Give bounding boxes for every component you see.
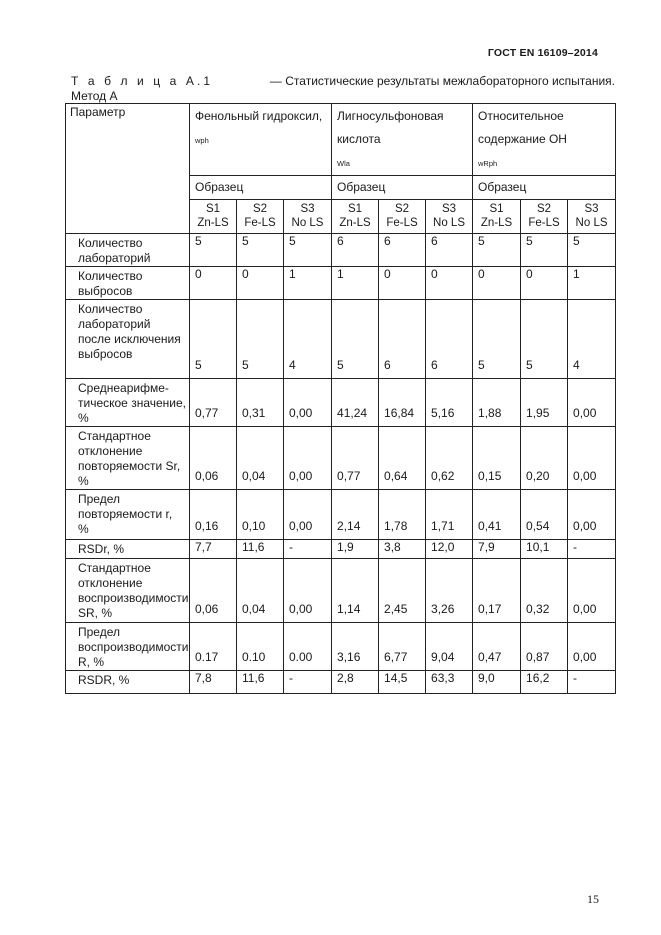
sample-type: No LS <box>433 217 465 229</box>
value-cell: 3,26 <box>426 559 473 623</box>
param-header: Параметр <box>66 104 190 234</box>
sample-type: Fe-LS <box>528 217 560 229</box>
sample-type: No LS <box>575 217 608 229</box>
value-cell: 0,41 <box>473 490 521 540</box>
value-cell: 0 <box>521 267 568 300</box>
value-cell: 0.00 <box>284 623 332 671</box>
value-cell: 2,8 <box>332 671 379 694</box>
sample-id: S1 <box>489 203 504 215</box>
value-cell: 0,06 <box>190 427 237 490</box>
sample-header <box>190 200 237 234</box>
value-cell: 10,1 <box>521 540 568 559</box>
value-cell: 7,9 <box>473 540 521 559</box>
value-cell: 12,0 <box>426 540 473 559</box>
row-label: Стандартное отклонение повторяемости Sr, % <box>66 427 190 490</box>
sample-type: Zn-LS <box>339 217 371 229</box>
table-row <box>66 540 616 559</box>
value-cell: 4 <box>568 300 616 379</box>
table-row <box>66 671 616 694</box>
table-row <box>66 427 616 490</box>
sample-id: S3 <box>300 203 315 215</box>
value-cell: 0 <box>237 267 284 300</box>
caption-text: — Статистические результаты межлабораторного испытания. <box>269 74 615 88</box>
row-label: Предел повторяемости r, % <box>66 490 190 540</box>
sample-header <box>426 200 473 234</box>
value-cell: 7,8 <box>190 671 237 694</box>
row-label: Количество выбросов <box>66 267 190 300</box>
value-cell: 7,7 <box>190 540 237 559</box>
caption-method: Метод А <box>71 89 118 103</box>
value-cell: 1 <box>284 267 332 300</box>
value-cell: 0,15 <box>473 427 521 490</box>
value-cell: 0.10 <box>237 623 284 671</box>
sample-id: S3 <box>441 203 457 215</box>
sample-label: Образец <box>332 176 473 200</box>
value-cell: 5 <box>237 300 284 379</box>
value-cell: 0,77 <box>190 379 237 427</box>
sample-type: Fe-LS <box>244 217 276 229</box>
table-row <box>66 490 616 540</box>
sample-header <box>473 200 521 234</box>
sample-id: S1 <box>205 203 221 215</box>
sample-type: Zn-LS <box>197 217 229 229</box>
group-header-relative-oh <box>473 104 616 176</box>
value-cell: 0,20 <box>521 427 568 490</box>
sample-id: S3 <box>584 203 599 215</box>
caption-prefix: Т а б л и ц а А.1 <box>71 74 214 88</box>
sample-id: S2 <box>252 203 268 215</box>
value-cell: 0,54 <box>521 490 568 540</box>
value-cell: 0,64 <box>379 427 426 490</box>
row-label: Предел воспроизводимости R, % <box>66 623 190 671</box>
sample-id: S2 <box>394 203 410 215</box>
value-cell: 5 <box>568 234 616 267</box>
group-symbol: Wla <box>337 159 350 168</box>
value-cell: 3,8 <box>379 540 426 559</box>
value-cell: 1,71 <box>426 490 473 540</box>
value-cell: 0,00 <box>568 490 616 540</box>
value-cell: 0,16 <box>190 490 237 540</box>
value-cell: 9,04 <box>426 623 473 671</box>
value-cell: 5 <box>332 300 379 379</box>
value-cell: - <box>284 671 332 694</box>
sample-header <box>284 200 332 234</box>
sample-id: S2 <box>536 203 552 215</box>
table-row <box>66 379 616 427</box>
value-cell: 0,87 <box>521 623 568 671</box>
value-cell: - <box>284 540 332 559</box>
table-row <box>66 623 616 671</box>
value-cell: 0,00 <box>568 559 616 623</box>
value-cell: 1 <box>332 267 379 300</box>
value-cell: 11,6 <box>237 540 284 559</box>
value-cell: 5 <box>473 234 521 267</box>
value-cell: 5 <box>190 234 237 267</box>
group-symbol: wRph <box>478 159 498 168</box>
sample-header <box>237 200 284 234</box>
value-cell: - <box>568 671 616 694</box>
value-cell: 0,00 <box>284 490 332 540</box>
sample-header <box>379 200 426 234</box>
value-cell: 0 <box>426 267 473 300</box>
value-cell: 5 <box>521 234 568 267</box>
group-name: Фенольный гидроксил, <box>195 109 323 123</box>
value-cell: 0,00 <box>284 427 332 490</box>
value-cell: 5 <box>237 234 284 267</box>
value-cell: 0,06 <box>190 559 237 623</box>
row-label: RSDr, % <box>66 540 190 559</box>
value-cell: 6,77 <box>379 623 426 671</box>
value-cell: 0,04 <box>237 559 284 623</box>
value-cell: 63,3 <box>426 671 473 694</box>
value-cell: - <box>568 540 616 559</box>
table-row <box>66 300 616 379</box>
sample-header <box>332 200 379 234</box>
value-cell: 6 <box>426 234 473 267</box>
value-cell: 0,32 <box>521 559 568 623</box>
table-row <box>66 234 616 267</box>
value-cell: 0,31 <box>237 379 284 427</box>
group-name: Лигносульфоновая кислота <box>337 109 444 146</box>
value-cell: 11,6 <box>237 671 284 694</box>
value-cell: 0,62 <box>426 427 473 490</box>
value-cell: 6 <box>379 300 426 379</box>
value-cell: 0,00 <box>284 559 332 623</box>
row-label: RSDR, % <box>66 671 190 694</box>
value-cell: 3,16 <box>332 623 379 671</box>
value-cell: 16,84 <box>379 379 426 427</box>
statistics-table <box>65 103 616 694</box>
group-symbol: wph <box>195 136 209 145</box>
row-label: Стандартное отклонение воспроизводимости SR, % <box>66 559 190 623</box>
value-cell: 5 <box>473 300 521 379</box>
value-cell: 14,5 <box>379 671 426 694</box>
sample-header <box>521 200 568 234</box>
value-cell: 1,88 <box>473 379 521 427</box>
value-cell: 2,45 <box>379 559 426 623</box>
group-name: Относительное содержание ОН <box>478 109 567 146</box>
value-cell: 1,95 <box>521 379 568 427</box>
value-cell: 0 <box>473 267 521 300</box>
group-header-phenolic <box>190 104 332 176</box>
value-cell: 6 <box>332 234 379 267</box>
sample-type: No LS <box>291 217 324 229</box>
sample-id: S1 <box>347 203 363 215</box>
value-cell: 0,04 <box>237 427 284 490</box>
value-cell: 0,17 <box>473 559 521 623</box>
value-cell: 1,78 <box>379 490 426 540</box>
value-cell: 1,9 <box>332 540 379 559</box>
value-cell: 6 <box>379 234 426 267</box>
value-cell: 1,14 <box>332 559 379 623</box>
value-cell: 5 <box>521 300 568 379</box>
value-cell: 4 <box>284 300 332 379</box>
value-cell: 2,14 <box>332 490 379 540</box>
value-cell: 0,47 <box>473 623 521 671</box>
value-cell: 0.17 <box>190 623 237 671</box>
value-cell: 5 <box>190 300 237 379</box>
value-cell: 0,00 <box>568 427 616 490</box>
value-cell: 0,10 <box>237 490 284 540</box>
group-header-lignosulfonic <box>332 104 473 176</box>
value-cell: 41,24 <box>332 379 379 427</box>
table-row <box>66 267 616 300</box>
value-cell: 0 <box>379 267 426 300</box>
row-label: Количество лабораторий <box>66 234 190 267</box>
value-cell: 1 <box>568 267 616 300</box>
value-cell: 6 <box>426 300 473 379</box>
row-label: Количество лабораторий после исключения выбросов <box>66 300 190 379</box>
sample-type: Fe-LS <box>386 217 418 229</box>
sample-label: Образец <box>473 176 616 200</box>
table-row <box>66 559 616 623</box>
sample-type: Zn-LS <box>480 217 513 229</box>
standard-number: ГОСТ EN 16109–2014 <box>487 47 598 59</box>
table-caption <box>71 74 615 104</box>
value-cell: 0 <box>190 267 237 300</box>
value-cell: 5,16 <box>426 379 473 427</box>
row-label: Среднеарифме-тическое значение, % <box>66 379 190 427</box>
value-cell: 0,00 <box>568 379 616 427</box>
value-cell: 0,77 <box>332 427 379 490</box>
sample-label: Образец <box>190 176 332 200</box>
value-cell: 0,00 <box>284 379 332 427</box>
value-cell: 5 <box>284 234 332 267</box>
sample-header <box>568 200 616 234</box>
value-cell: 0,00 <box>568 623 616 671</box>
page-number: 15 <box>587 892 599 906</box>
value-cell: 16,2 <box>521 671 568 694</box>
value-cell: 9,0 <box>473 671 521 694</box>
